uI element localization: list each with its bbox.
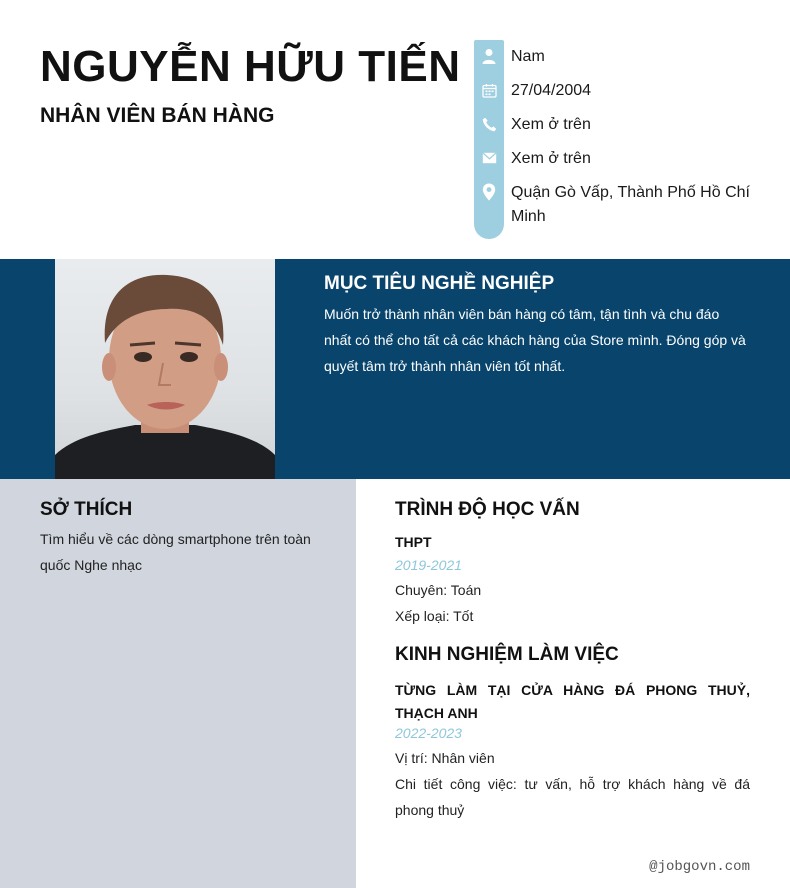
experience-company: TỪNG LÀM TẠI CỬA HÀNG ĐÁ PHONG THUỶ, THẠCH ANH — [395, 682, 750, 721]
hobbies-title: SỞ THÍCH — [40, 499, 133, 520]
education-rank: Xếp loại: Tốt — [395, 608, 474, 624]
hobbies-text: Tìm hiểu về các dòng smartphone trên toàn quốc Nghe nhạc — [40, 531, 311, 573]
watermark: @jobgovn.com — [649, 859, 750, 875]
profile-photo — [55, 259, 275, 479]
phone-icon — [474, 113, 504, 135]
job-title: NHÂN VIÊN BÁN HÀNG — [40, 104, 275, 127]
email-value: Xem ở trên — [511, 150, 591, 167]
objective-title: MỤC TIÊU NGHỀ NGHIỆP — [324, 273, 555, 294]
experience-details: Chi tiết công việc: tư vấn, hỗ trợ khách hàng về đá phong thuỷ — [395, 776, 750, 818]
experience-period: 2022-2023 — [395, 725, 462, 741]
contact-accent-bar — [474, 40, 504, 239]
experience-title: KINH NGHIỆM LÀM VIỆC — [395, 644, 619, 665]
candidate-name: NGUYỄN HỮU TIẾN — [40, 42, 461, 91]
birthday-value: 27/04/2004 — [511, 82, 592, 99]
mail-icon — [474, 147, 504, 169]
objective-band — [0, 259, 790, 479]
calendar-icon — [474, 79, 504, 101]
cv-header — [0, 0, 790, 259]
education-title: TRÌNH ĐỘ HỌC VẤN — [395, 499, 580, 520]
phone-value: Xem ở trên — [511, 116, 591, 133]
address-value: Quận Gò Vấp, Thành Phố Hồ Chí Minh — [511, 184, 750, 225]
person-icon — [474, 45, 504, 67]
experience-position: Vị trí: Nhân viên — [395, 750, 495, 766]
location-pin-icon — [474, 181, 504, 203]
education-major: Chuyên: Toán — [395, 582, 482, 598]
left-column — [0, 479, 356, 888]
gender-value: Nam — [511, 48, 545, 65]
objective-text: Muốn trở thành nhân viên bán hàng có tâm, tận tình và chu đáo nhất có thể cho tất cả các khách hàng của Store mình. Đóng góp và quyết tâm trở thành nhân viên tốt nhất. — [324, 306, 746, 374]
education-period: 2019-2021 — [395, 557, 462, 573]
education-school: THPT — [395, 534, 432, 550]
